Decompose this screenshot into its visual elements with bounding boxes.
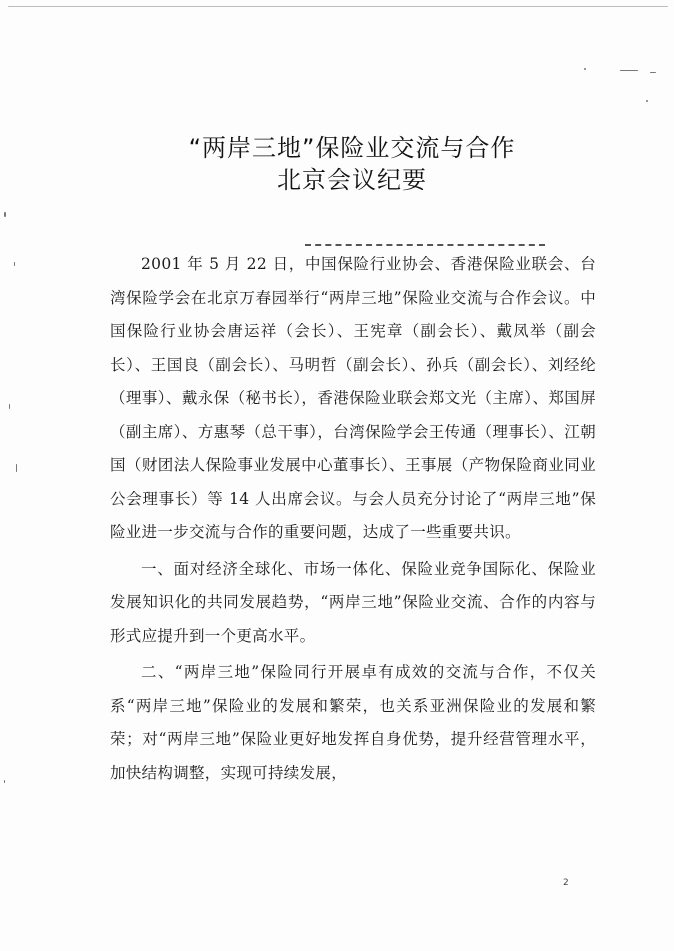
scan-speck xyxy=(584,68,586,70)
body-text xyxy=(110,248,596,790)
scan-speck xyxy=(8,6,668,7)
paragraph-3: 二、“两岸三地”保险同行开展卓有成效的交流与合作，不仅关系“两岸三地”保险业的发展和繁荣，也关系亚洲保险业的发展和繁荣；对“两岸三地”保险业更好地发挥自身优势，提升经营管理水平，加快结构调整，实现可持续发展， xyxy=(110,663,596,782)
page-number: 2 xyxy=(563,878,569,888)
scan-speck xyxy=(620,70,638,71)
document-subtitle: 北京会议纪要 xyxy=(277,166,427,194)
paragraph-1: 2001 年 5 月 22 日，中国保险行业协会、香港保险业联会、台湾保险学会在北京万春园举行“两岸三地”保险业交流与合作会议。中国保险行业协会唐运祥（会长）、王宪章（副会长）、戴凤举（副会长）、王国良（副会长）、马明哲（副会长）、孙兵（副会长）、刘经纶（理事）、戴永保（秘书长），香港保险业联会郑文光（主席）、郑国屏（副主席）、方惠琴（总干事），台湾保险学会王传通（理事长）、江朝国（财团法人保险事业发展中心董事长）、王事展（产物保险商业同业公会理事长）等 14 人出席会议。与会人员充分讨论了“两岸三地”保险业进一步交流与合作的重要问题，达成了一些重要共识。 xyxy=(110,255,596,541)
scan-speck xyxy=(16,464,17,472)
scan-speck xyxy=(4,780,5,783)
scan-speck xyxy=(650,72,656,73)
title-block xyxy=(0,132,674,196)
scan-speck xyxy=(4,212,6,217)
document-title: “两岸三地”保险业交流与合作 xyxy=(188,134,516,162)
paragraph-2: 一、面对经济全球化、市场一体化、保险业竞争国际化、保险业发展知识化的共同发展趋势，“两岸三地”保险业交流、合作的内容与形式应提升到一个更高水平。 xyxy=(110,559,596,645)
scan-speck xyxy=(9,404,10,409)
scan-speck xyxy=(14,262,15,266)
scan-speck xyxy=(646,100,648,102)
